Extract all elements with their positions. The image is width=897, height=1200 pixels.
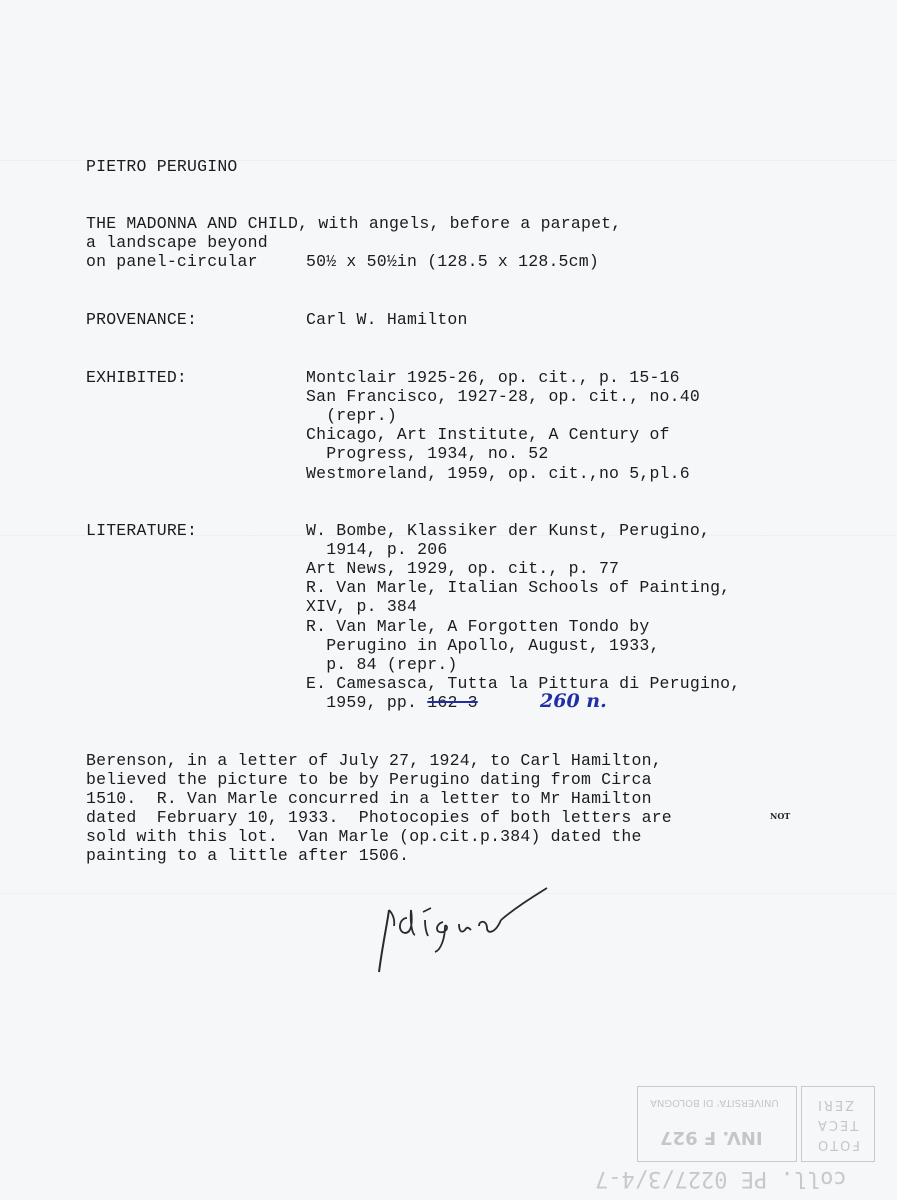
literature-line: Art News, 1929, op. cit., p. 77 bbox=[306, 559, 620, 578]
exhibited-line: (repr.) bbox=[306, 406, 397, 425]
stamp-inventory: INV. F 927 bbox=[660, 1127, 763, 1148]
literature-line: R. Van Marle, Italian Schools of Painting, bbox=[306, 578, 731, 597]
literature-last-line bbox=[306, 693, 478, 712]
exhibited-line: San Francisco, 1927-28, op. cit., no.40 bbox=[306, 387, 700, 406]
title-line-1: THE MADONNA AND CHILD, with angels, before a parapet, bbox=[86, 214, 622, 233]
fototeca-stamp bbox=[801, 1086, 875, 1162]
fototeca-line: ZERI bbox=[816, 1097, 854, 1112]
artist-name: PIETRO PERUGINO bbox=[86, 157, 238, 176]
exhibited-line: Montclair 1925-26, op. cit., p. 15-16 bbox=[306, 368, 680, 387]
literature-line: R. Van Marle, A Forgotten Tondo by bbox=[306, 617, 650, 636]
signature bbox=[375, 880, 555, 980]
handwritten-insert: NOT bbox=[770, 811, 791, 821]
note-line: dated February 10, 1933. Photocopies of both letters are bbox=[86, 808, 672, 827]
medium: on panel-circular bbox=[86, 252, 258, 271]
literature-line: Perugino in Apollo, August, 1933, bbox=[306, 636, 660, 655]
exhibited-line: Progress, 1934, no. 52 bbox=[306, 444, 549, 463]
note-line: Berenson, in a letter of July 27, 1924, to Carl Hamilton, bbox=[86, 751, 662, 770]
note-line: sold with this lot. Van Marle (op.cit.p.384) dated the bbox=[86, 827, 642, 846]
dimensions: 50½ x 50½in (128.5 x 128.5cm) bbox=[306, 252, 599, 271]
handwritten-page-correction: 260 n. bbox=[540, 690, 607, 712]
literature-line: W. Bombe, Klassiker der Kunst, Perugino, bbox=[306, 521, 711, 540]
literature-line: XIV, p. 384 bbox=[306, 597, 418, 616]
exhibited-label: EXHIBITED: bbox=[86, 368, 188, 387]
literature-line: 1914, p. 206 bbox=[306, 540, 448, 559]
exhibited-line: Chicago, Art Institute, A Century of bbox=[306, 425, 670, 444]
fototeca-line: FOTO bbox=[816, 1137, 860, 1152]
struck-page-numbers: 162-3 bbox=[427, 693, 478, 712]
fototeca-line: TECA bbox=[816, 1117, 859, 1132]
exhibited-line: Westmoreland, 1959, op. cit.,no 5,pl.6 bbox=[306, 464, 690, 483]
note-line: painting to a little after 1506. bbox=[86, 846, 410, 865]
literature-line: p. 84 (repr.) bbox=[306, 655, 458, 674]
provenance-label: PROVENANCE: bbox=[86, 310, 198, 329]
stamp-institution: UNIVERSITA' DI BOLOGNA bbox=[650, 1097, 779, 1108]
literature-line: E. Camesasca, Tutta la Pittura di Perugino, bbox=[306, 674, 741, 693]
archive-pencil-note: coll. PE 0227/3/4-7 bbox=[595, 1166, 847, 1191]
note-line: 1510. R. Van Marle concurred in a letter to Mr Hamilton bbox=[86, 789, 652, 808]
literature-label: LITERATURE: bbox=[86, 521, 198, 540]
title-line-2: a landscape beyond bbox=[86, 233, 268, 252]
note-line: believed the picture to be by Perugino dating from Circa bbox=[86, 770, 652, 789]
literature-pages-prefix: 1959, pp. bbox=[306, 693, 428, 712]
university-stamp bbox=[637, 1086, 797, 1162]
provenance-value: Carl W. Hamilton bbox=[306, 310, 468, 329]
